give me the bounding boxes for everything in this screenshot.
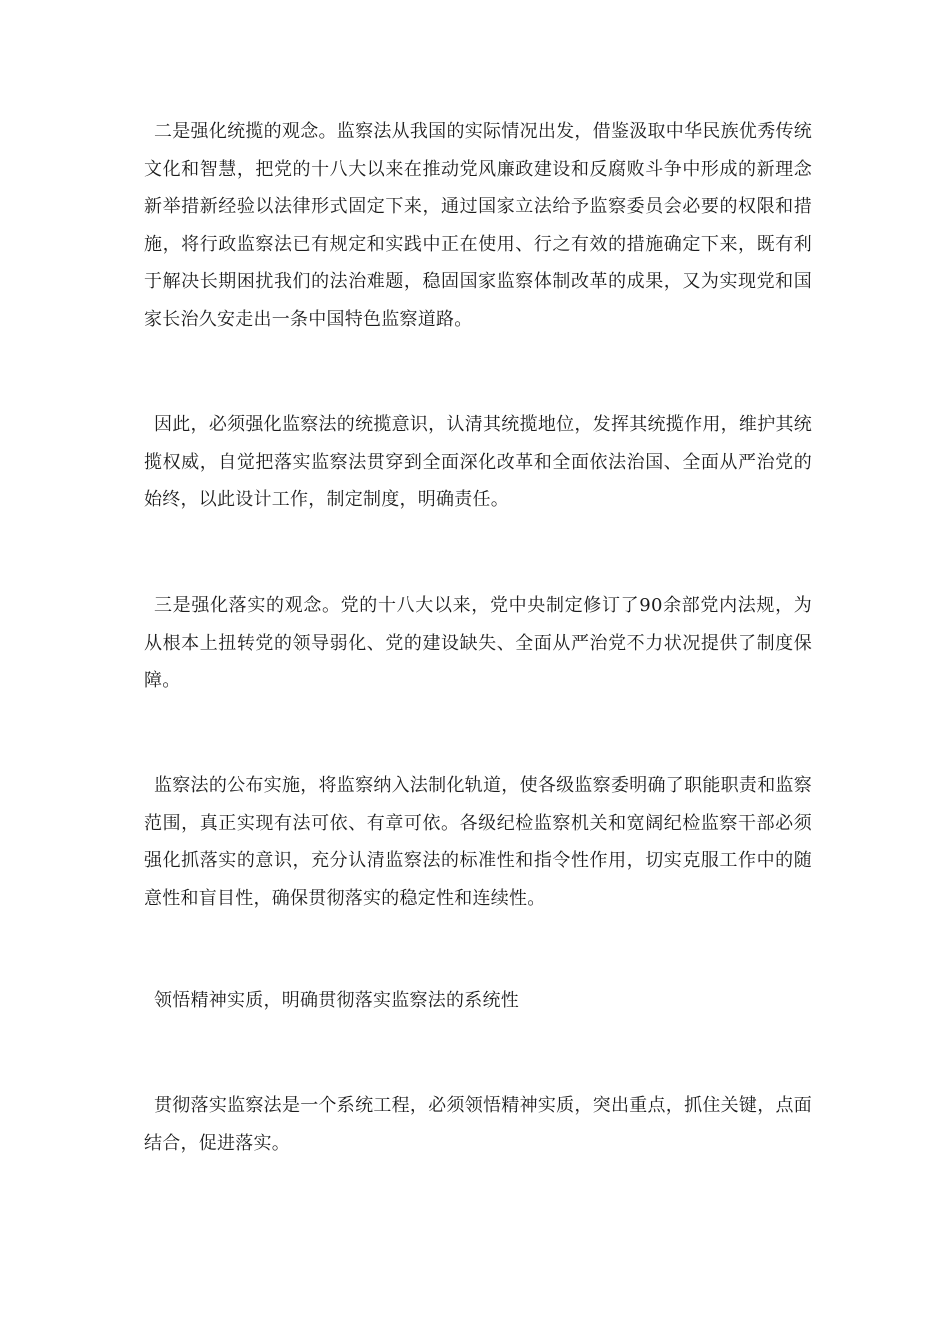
paragraph-strengthen-implementation: 三是强化落实的观念。党的十八大以来，党中央制定修订了90余部党内法规，为从根本上扭转党的领导弱化、党的建设缺失、全面从严治党不力状况提供了制度保障。: [144, 595, 812, 692]
paragraph-law-publication: 监察法的公布实施，将监察纳入法制化轨道，使各级监察委明确了职能职责和监察范围，真正实现有法可依、有章可依。各级纪检监察机关和宽阔纪检监察干部必须强化抓落实的意识，充分认清监察法的标准性和指令性作用，切实克服工作中的随意性和盲目性，确保贯彻落实的稳定性和连续性。: [144, 775, 812, 909]
paragraph-strengthen-overall: 二是强化统揽的观念。监察法从我国的实际情况出发，借鉴汲取中华民族优秀传统文化和智慧，把党的十八大以来在推动党风廉政建设和反腐败斗争中形成的新理念新举措新经验以法律形式固定下来，通过国家立法给予监察委员会必要的权限和措施，将行政监察法已有规定和实践中正在使用、行之有效的措施确定下来，既有利于解决长期困扰我们的法治难题，稳固国家监察体制改革的成果，又为实现党和国家长治久安走出一条中国特色监察道路。: [144, 121, 812, 330]
section-heading: 领悟精神实质，明确贯彻落实监察法的系统性: [154, 990, 519, 1011]
paragraph-therefore: 因此，必须强化监察法的统揽意识，认清其统揽地位，发挥其统揽作用，维护其统揽权威，自觉把落实监察法贯穿到全面深化改革和全面依法治国、全面从严治党的始终，以此设计工作，制定制度，明确责任。: [144, 414, 812, 511]
paragraph-system-engineering: 贯彻落实监察法是一个系统工程，必须领悟精神实质，突出重点，抓住关键，点面结合，促进落实。: [144, 1095, 812, 1154]
